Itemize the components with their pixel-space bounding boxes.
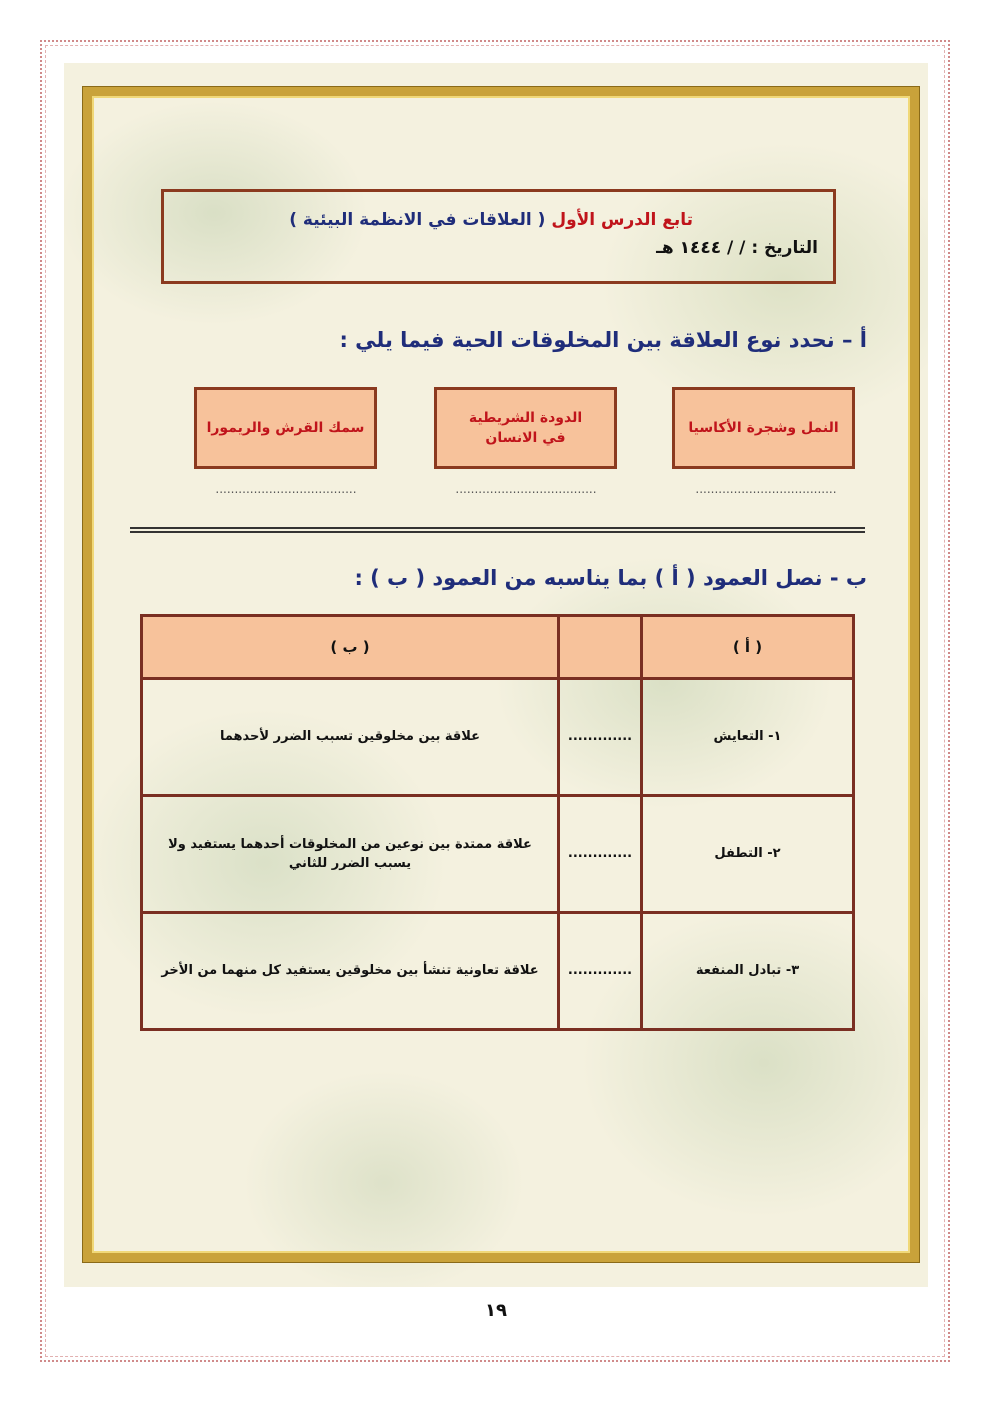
page-number: ١٩ bbox=[485, 1300, 507, 1321]
section-b-heading: ب - نصل العمود ( أ ) بما يناسبه من العمود ( ب ) : bbox=[354, 566, 867, 590]
term-cell: ١- التعايش bbox=[642, 679, 854, 796]
matching-table bbox=[140, 614, 855, 1031]
organism-pair-label: النمل وشجرة الأكاسيا bbox=[688, 419, 839, 436]
organism-pair-label: سمك القرش والريمورا bbox=[206, 419, 365, 436]
answer-line-1[interactable]: ..................................... bbox=[695, 482, 837, 496]
lesson-title-prefix: تابع الدرس الأول bbox=[551, 210, 693, 230]
definition-cell: علاقة بين مخلوقين تسبب الضرر لأحدهما bbox=[142, 679, 559, 796]
table-row bbox=[142, 679, 854, 796]
table-header-row bbox=[142, 616, 854, 679]
organism-pair-box-3 bbox=[194, 387, 377, 469]
col-mid-header bbox=[559, 616, 642, 679]
term-cell: ٢- التطفل bbox=[642, 796, 854, 913]
answer-blank[interactable]: ............. bbox=[559, 679, 642, 796]
table-row bbox=[142, 913, 854, 1030]
date-line: التاريخ : / / ١٤٤٤ هـ bbox=[656, 238, 818, 258]
organism-pair-box-1 bbox=[672, 387, 855, 469]
organism-pair-box-2 bbox=[434, 387, 617, 469]
col-b-header: ( ب ) bbox=[142, 616, 559, 679]
definition-cell: علاقة ممتدة بين نوعين من المخلوقات أحدهما يستفيد ولا يسبب الضرر للثاني bbox=[142, 796, 559, 913]
answer-blank[interactable]: ............. bbox=[559, 913, 642, 1030]
answer-line-2[interactable]: ..................................... bbox=[455, 482, 597, 496]
table-row bbox=[142, 796, 854, 913]
lesson-title-box bbox=[161, 189, 836, 284]
lesson-title-topic: ( العلاقات في الانظمة البيئية ) bbox=[289, 210, 546, 230]
answer-blank[interactable]: ............. bbox=[559, 796, 642, 913]
term-cell: ٣- تبادل المنفعة bbox=[642, 913, 854, 1030]
col-a-header: ( أ ) bbox=[642, 616, 854, 679]
section-a-heading: أ – نحدد نوع العلاقة بين المخلوقات الحية فيما يلي : bbox=[339, 328, 867, 352]
answer-line-3[interactable]: ..................................... bbox=[215, 482, 357, 496]
definition-cell: علاقة تعاونية تنشأ بين مخلوقين يستفيد كل منهما من الأخر bbox=[142, 913, 559, 1030]
organism-pair-label: الدودة الشريطية في الانسان bbox=[468, 409, 583, 446]
lesson-title bbox=[289, 210, 693, 230]
section-divider bbox=[130, 527, 865, 533]
